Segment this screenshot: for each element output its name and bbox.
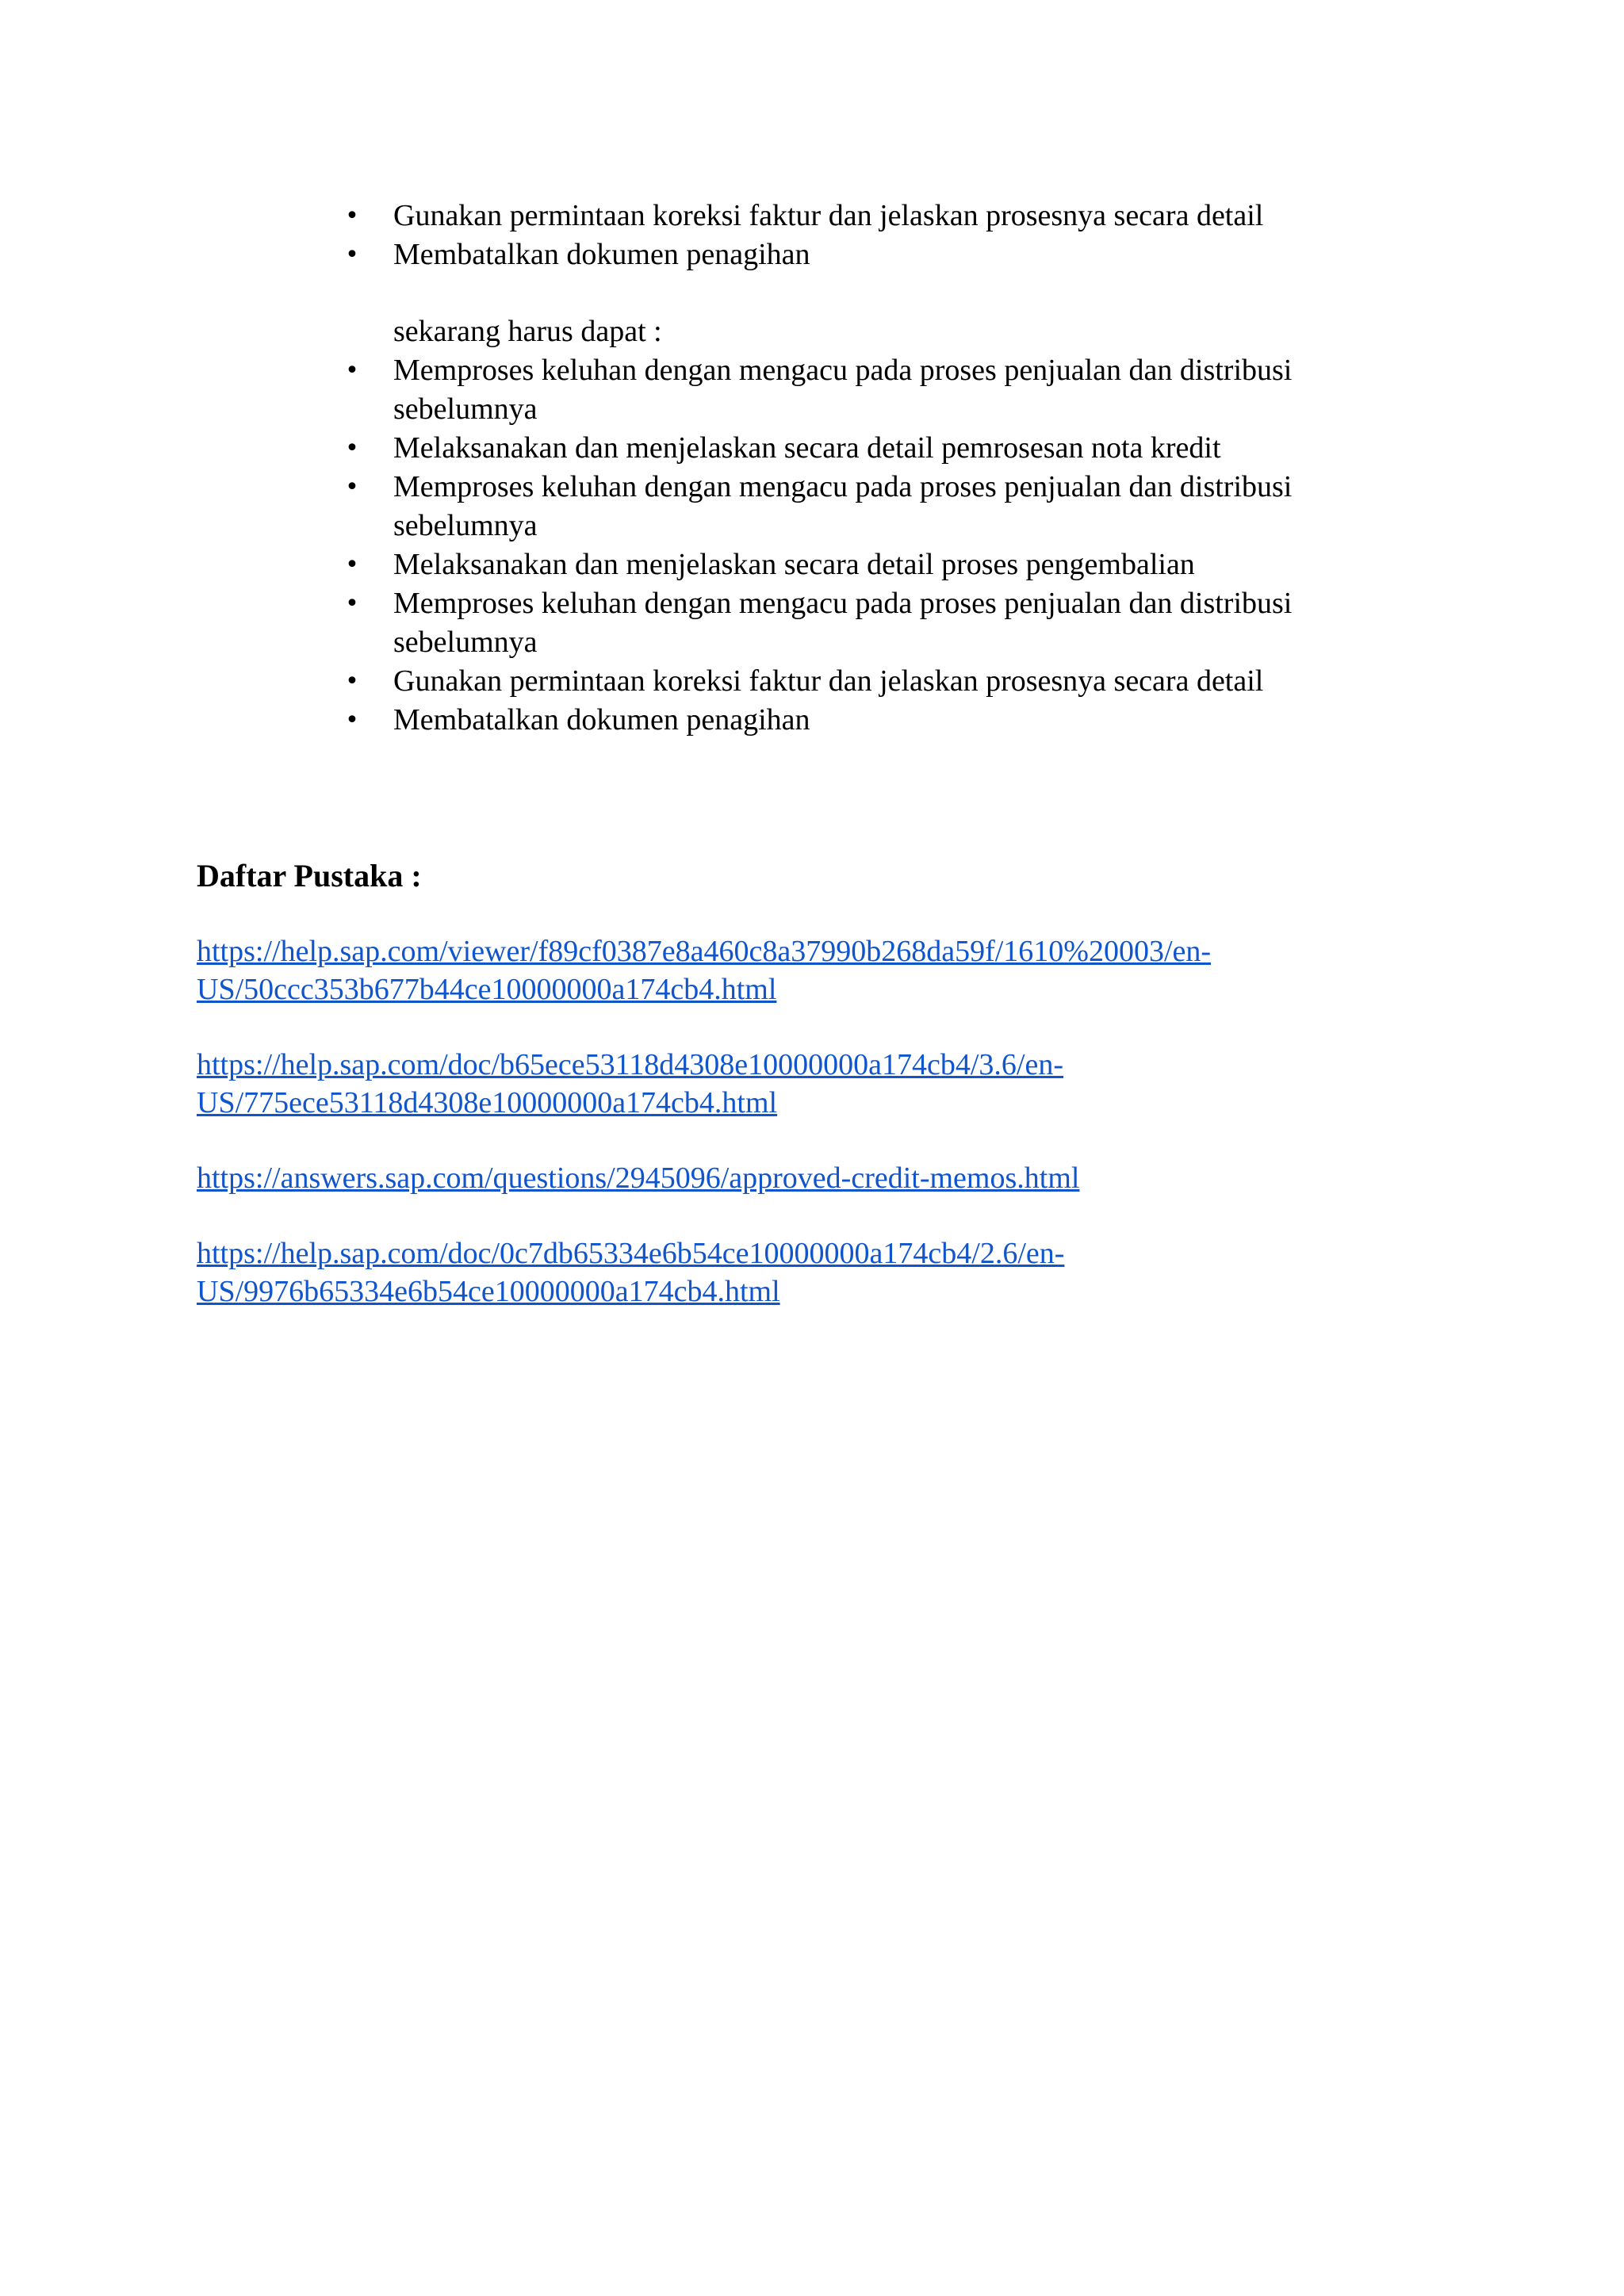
reference-link-4[interactable]: [197, 1234, 1386, 1311]
list-item: [197, 584, 1378, 662]
bullet-icon: •: [345, 590, 359, 618]
list-item-text: Melaksanakan dan menjelaskan secara detail pemrosesan nota kredit: [393, 431, 1221, 465]
bullet-list-main: [197, 351, 1378, 740]
list-item-text: Gunakan permintaan koreksi faktur dan jelaskan prosesnya secara detail: [393, 199, 1264, 232]
bullet-icon: •: [345, 473, 359, 501]
list-item: [197, 429, 1378, 468]
list-item-text: Membatalkan dokumen penagihan: [393, 238, 810, 271]
list-item: [197, 701, 1378, 740]
list-item-text: Gunakan permintaan koreksi faktur dan jelaskan prosesnya secara detail: [393, 664, 1264, 698]
reference-link-3[interactable]: [197, 1159, 1386, 1197]
list-item-text: Membatalkan dokumen penagihan: [393, 703, 810, 737]
list-item-text: Memproses keluhan dengan mengacu pada proses penjualan dan distribusi: [393, 470, 1293, 503]
bullet-list-top: [197, 197, 1378, 274]
reference-link-line[interactable]: https://help.sap.com/doc/0c7db65334e6b54ce10000000a174cb4/2.6/en-: [197, 1237, 1065, 1270]
list-item: [197, 662, 1378, 701]
reference-link-line[interactable]: https://help.sap.com/doc/b65ece53118d4308e10000000a174cb4/3.6/en-: [197, 1048, 1063, 1081]
bullet-icon: •: [345, 241, 359, 269]
list-item-text-continued: sebelumnya: [393, 392, 538, 426]
list-item-text: Melaksanakan dan menjelaskan secara detail proses pengembalian: [393, 548, 1195, 581]
list-item: [197, 545, 1378, 584]
references-heading: Daftar Pustaka :: [197, 858, 422, 894]
list-item-text: Memproses keluhan dengan mengacu pada proses penjualan dan distribusi: [393, 354, 1293, 387]
list-item: [197, 468, 1378, 545]
reference-link-line[interactable]: https://answers.sap.com/questions/2945096/approved-credit-memos.html: [197, 1161, 1080, 1195]
reference-link-line[interactable]: US/9976b65334e6b54ce10000000a174cb4.html: [197, 1275, 780, 1308]
reference-link-line[interactable]: US/775ece53118d4308e10000000a174cb4.html: [197, 1086, 778, 1119]
list-item: [197, 351, 1378, 429]
references-list: [197, 932, 1386, 1348]
list-subtitle: sekarang harus dapat :: [393, 315, 662, 348]
bullet-icon: •: [345, 202, 359, 230]
bullet-icon: •: [345, 357, 359, 385]
list-item-text-continued: sebelumnya: [393, 509, 538, 542]
list-item: [197, 197, 1378, 235]
reference-link-2[interactable]: [197, 1046, 1386, 1122]
bullet-icon: •: [345, 434, 359, 462]
list-item-text-continued: sebelumnya: [393, 626, 538, 659]
list-item: [197, 235, 1378, 274]
list-item-text: Memproses keluhan dengan mengacu pada proses penjualan dan distribusi: [393, 587, 1293, 620]
reference-link-1[interactable]: [197, 932, 1386, 1008]
reference-link-line[interactable]: https://help.sap.com/viewer/f89cf0387e8a460c8a37990b268da59f/1610%20003/en-: [197, 935, 1212, 968]
reference-link-line[interactable]: US/50ccc353b677b44ce10000000a174cb4.html: [197, 973, 777, 1006]
bullet-icon: •: [345, 551, 359, 579]
bullet-icon: •: [345, 706, 359, 734]
bullet-icon: •: [345, 668, 359, 695]
